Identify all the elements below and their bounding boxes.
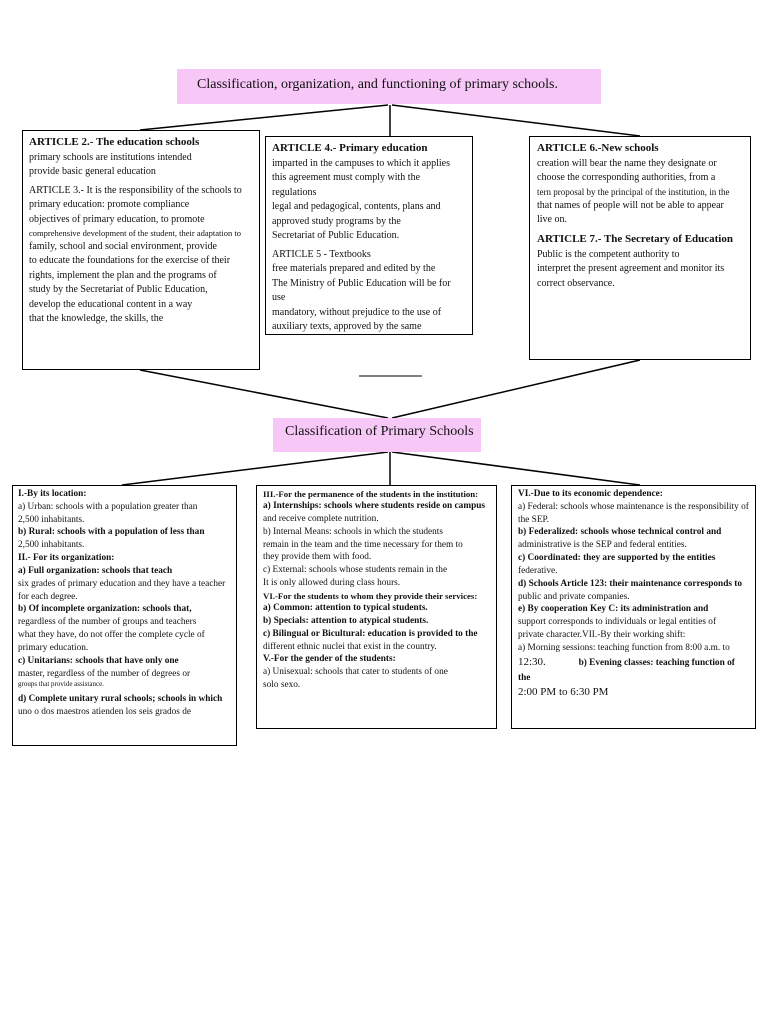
article-3-line: develop the educational content in a way (29, 298, 193, 310)
classification-box-economic-dependence (511, 485, 756, 729)
article-5-line: auxiliary texts, approved by the same (272, 321, 422, 333)
list-item: uno o dos maestros atienden los seis grados de (18, 706, 191, 717)
article-3-line: to educate the foundations for the exercise of their (29, 255, 231, 267)
article-3-heading: ARTICLE 3.- It is the responsibility of the schools to (29, 184, 242, 196)
article-4-line: approved study programs by the (272, 215, 401, 227)
article-6-line: live on. (537, 214, 567, 226)
article-6-line: creation will bear the name they designate or (537, 157, 717, 169)
list-item: a) Unisexual: schools that cater to students of one (263, 667, 448, 678)
article-5-line: mandatory, without prejudice to the use of (272, 306, 442, 318)
connector-top-left (140, 105, 388, 130)
list-item: b) Federalized: schools whose technical control and (518, 527, 722, 538)
list-item: It is only allowed during class hours. (263, 578, 401, 589)
list-item: b) Of incomplete organization: schools that, (18, 604, 192, 615)
article-3-line: comprehensive development of the student, their adaptation to (29, 228, 241, 239)
article-3-line: that the knowledge, the skills, the (29, 313, 164, 325)
list-item: regardless of the number of groups and teachers (18, 617, 197, 628)
list-item: the SEP. (518, 514, 549, 525)
article-4-line: Secretariat of Public Education. (272, 230, 400, 242)
list-item: master, regardless of the number of degrees or (18, 668, 191, 679)
section-heading: V.-For the gender of the students: (263, 654, 396, 665)
article-6-line: tern proposal by the principal of the institution, in the (537, 186, 730, 197)
article-box-2-3 (22, 130, 260, 370)
article-3-line: objectives of primary education, to promote (29, 213, 205, 225)
article-7-heading: ARTICLE 7.- The Secretary of Education (537, 232, 733, 245)
section-heading: III.-For the permanence of the students in the institution: (263, 489, 479, 499)
article-4-heading: ARTICLE 4.- Primary education (272, 142, 428, 154)
section-heading: II.- For its organization: (18, 553, 115, 564)
article-4-line: legal and pedagogical, contents, plans and (272, 201, 441, 213)
section-heading: VI.-For the students to whom they provide their services: (263, 590, 478, 601)
article-box-6-7 (529, 136, 751, 360)
classification-title: Classification of Primary Schools (273, 418, 481, 452)
section-heading: I.-By its location: (18, 489, 87, 499)
list-item: a) Morning sessions: teaching function from 8:00 a.m. to (518, 642, 730, 653)
list-item: b) Internal Means: schools in which the students (263, 526, 443, 537)
article-7-line: interpret the present agreement and monitor its (537, 263, 725, 275)
list-item: d) Schools Article 123: their maintenance corresponds to (518, 578, 743, 589)
section-heading: VI.-Due to its economic dependence: (518, 489, 663, 499)
list-item: and receive complete nutrition. (263, 513, 379, 524)
article-3-line: primary education: promote compliance (29, 199, 190, 211)
list-item: b) Specials: attention to atypical students. (263, 615, 429, 626)
list-item: remain in the team and the time necessary for them to (263, 539, 463, 550)
list-item: public and private companies. (518, 591, 630, 602)
list-item: b) Evening classes: teaching function of the (518, 657, 735, 683)
article-7-line: Public is the competent authority to (537, 248, 680, 260)
classification-box-permanence-students (256, 485, 497, 729)
article-5-line: The Ministry of Public Education will be for use (272, 277, 451, 304)
list-item: c) Coordinated: they are supported by the entities (518, 553, 716, 564)
list-item: a) Internships: schools where students reside on campus (263, 501, 486, 512)
article-box-4-5 (265, 136, 473, 335)
connector-bottom-left (140, 370, 388, 418)
list-item: federative. (518, 565, 558, 576)
list-item: a) Full organization: schools that teach (18, 565, 173, 576)
list-item: a) Common: attention to typical students. (263, 603, 428, 614)
article-6-line: that names of people will not be able to appear (537, 199, 724, 211)
connector-bottom-right (392, 360, 640, 418)
list-item: administrative is the SEP and federal entities. (518, 540, 687, 551)
main-title: Classification, organization, and functioning of primary schools. (177, 69, 601, 104)
list-item: c) External: schools whose students remain in the (263, 565, 448, 576)
article-4-line: this agreement must comply with the regulations (272, 172, 421, 198)
list-item: c) Unitarians: schools that have only one (18, 655, 179, 666)
article-4-line: imparted in the campuses to which it applies (272, 157, 451, 169)
list-item: 2,500 inhabitants. (18, 514, 85, 525)
list-item: primary education. (18, 642, 89, 653)
list-item: d) Complete unitary rural schools; schools in which (18, 693, 223, 704)
list-item: solo sexo. (263, 680, 301, 691)
list-item: 2:00 PM to 6:30 PM (518, 686, 609, 699)
list-item: private character.VII.-By their working shift: (518, 630, 686, 641)
list-item: for each degree. (18, 591, 78, 602)
article-6-heading: ARTICLE 6.-New schools (537, 142, 659, 154)
list-item: a) Urban: schools with a population greater than (18, 501, 198, 512)
list-item: support corresponds to individuals or legal entities of (518, 617, 717, 628)
article-6-line: choose the corresponding authorities, from a (537, 172, 716, 184)
article-2-heading: ARTICLE 2.- The education schools (29, 136, 200, 148)
article-3-line: study by the Secretariat of Public Education, (29, 284, 208, 296)
connector-class-right (392, 452, 640, 485)
article-3-line: rights, implement the plan and the programs of (29, 269, 217, 281)
list-item: 2,500 inhabitants. (18, 540, 85, 551)
list-item: e) By cooperation Key C: its administration and (518, 604, 709, 615)
list-item: b) Rural: schools with a population of less than (18, 527, 205, 538)
classification-box-location-organization (12, 485, 237, 746)
list-item (518, 655, 749, 685)
article-5-line: free materials prepared and edited by the (272, 263, 436, 275)
connector-class-left (122, 452, 388, 485)
list-item: six grades of primary education and they have a teacher (18, 578, 226, 589)
list-item: c) Bilingual or Bicultural: education is provided to the (263, 628, 478, 639)
list-item: a) Federal: schools whose maintenance is the responsibility of (518, 501, 749, 512)
list-item: what they have, do not offer the complete cycle of (18, 630, 205, 641)
article-2-line: provide basic general education (29, 166, 156, 178)
list-item: different ethnic nuclei that exist in the country. (263, 641, 437, 652)
list-item: they provide them with food. (263, 552, 372, 563)
list-item-time: 12:30. (518, 655, 546, 668)
article-3-line: family, school and social environment, provide (29, 240, 217, 252)
connector-top-right (392, 105, 640, 136)
article-2-line: primary schools are institutions intended (29, 151, 192, 163)
article-5-heading: ARTICLE 5 - Textbooks (272, 248, 371, 260)
article-7-line: correct observance. (537, 277, 615, 289)
list-item: groups that provide assistance. (18, 680, 104, 689)
